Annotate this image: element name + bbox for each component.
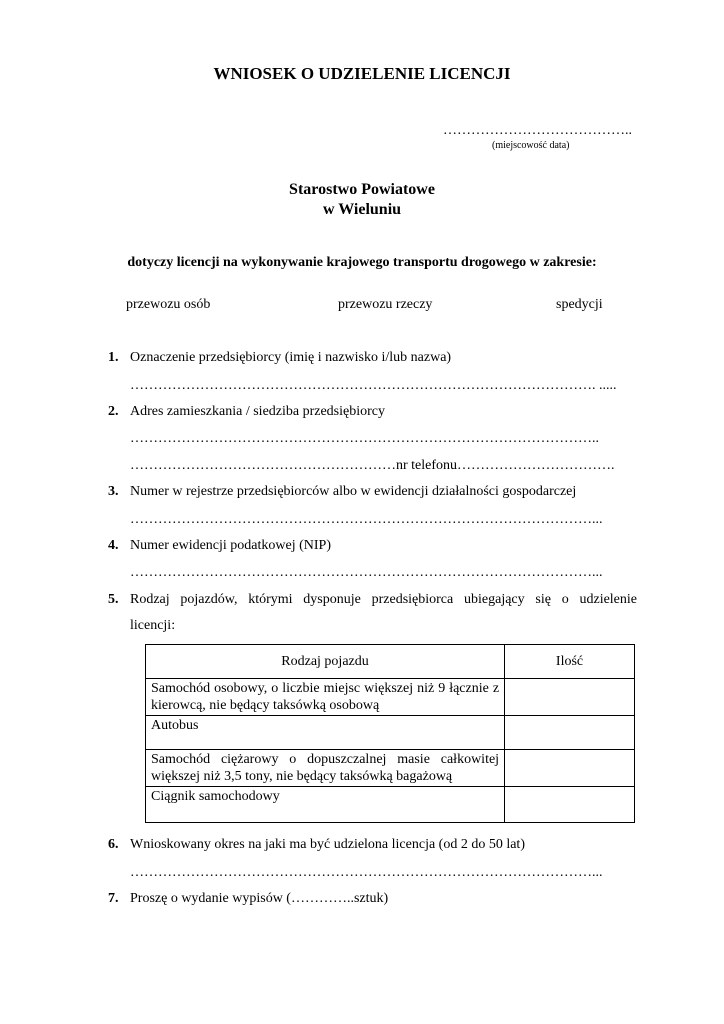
option-passenger-transport[interactable]: przewozu osób (126, 297, 211, 312)
item-7-number: 7. (108, 891, 119, 906)
quantity-cell[interactable] (505, 750, 635, 787)
quantity-cell[interactable] (505, 679, 635, 716)
item-2-label: Adres zamieszkania / siedziba przedsiębiorcy (130, 404, 386, 419)
item-5-number: 5. (108, 592, 119, 607)
vehicle-type-cell: Samochód ciężarowy o dopuszczalnej masie całkowitej większej niż 3,5 tony, nie będący taksówką bagażową (146, 750, 505, 787)
item-3-field[interactable]: ………………………………………………………………………………………... (130, 512, 603, 527)
document-title: WNIOSEK O UDZIELENIE LICENCJI (213, 64, 511, 83)
table-row (146, 787, 635, 823)
item-6-number: 6. (108, 837, 119, 852)
table-row (146, 716, 635, 750)
item-1-label: Oznaczenie przedsiębiorcy (imię i nazwisko i/lub nazwa) (130, 350, 452, 365)
item-6-field[interactable]: ………………………………………………………………………………………... (130, 865, 603, 880)
place-date-caption: (miejscowość data) (492, 140, 570, 151)
item-3-number: 3. (108, 484, 119, 499)
item-5-label-cont: licencji: (130, 618, 176, 633)
item-2-phone-field[interactable]: …………………………………………………nr telefonu……………………………. (130, 458, 615, 473)
item-4-label: Numer ewidencji podatkowej (NIP) (130, 538, 331, 553)
vehicle-type-cell: Samochód osobowy, o liczbie miejsc większej niż 9 łącznie z kierowcą, nie będący taksówką osobową (146, 679, 505, 716)
option-goods-transport[interactable]: przewozu rzeczy (338, 297, 433, 312)
item-5-label: Rodzaj pojazdów, którymi dysponuje przedsiębiorca ubiegający się o udzielenie (130, 592, 637, 607)
item-1-field[interactable]: ………………………………………………………………………………………. ..... (130, 378, 617, 393)
quantity-cell[interactable] (505, 716, 635, 750)
option-freight-forwarding[interactable]: spedycji (556, 297, 603, 312)
header-vehicle-type: Rodzaj pojazdu (146, 645, 505, 679)
item-7-label[interactable]: Proszę o wydanie wypisów (…………..sztuk) (130, 891, 389, 906)
item-2-field[interactable]: ……………………………………………………………………………………….. (130, 431, 599, 446)
item-1-number: 1. (108, 350, 119, 365)
place-date-field[interactable]: ………………………………….. (443, 123, 632, 138)
quantity-cell[interactable] (505, 787, 635, 823)
item-6-label: Wnioskowany okres na jaki ma być udzielona licencja (od 2 do 50 lat) (130, 837, 525, 852)
recipient-office-line2: w Wieluniu (322, 201, 402, 218)
vehicle-table (145, 644, 635, 823)
item-4-field[interactable]: ………………………………………………………………………………………... (130, 565, 603, 580)
item-2-number: 2. (108, 404, 119, 419)
vehicle-type-cell: Ciągnik samochodowy (146, 787, 505, 823)
item-4-number: 4. (108, 538, 119, 553)
recipient-office (0, 180, 724, 220)
header-quantity: Ilość (505, 645, 635, 679)
vehicle-table-header (146, 645, 635, 679)
vehicle-type-cell: Autobus (146, 716, 505, 750)
item-3-label: Numer w rejestrze przedsiębiorców albo w ewidencji działalności gospodarczej (130, 484, 577, 499)
license-scope-heading: dotyczy licencji na wykonywanie krajowego transportu drogowego w zakresie: (127, 255, 597, 270)
table-row (146, 679, 635, 716)
recipient-office-line1: Starostwo Powiatowe (289, 181, 435, 198)
table-row (146, 750, 635, 787)
